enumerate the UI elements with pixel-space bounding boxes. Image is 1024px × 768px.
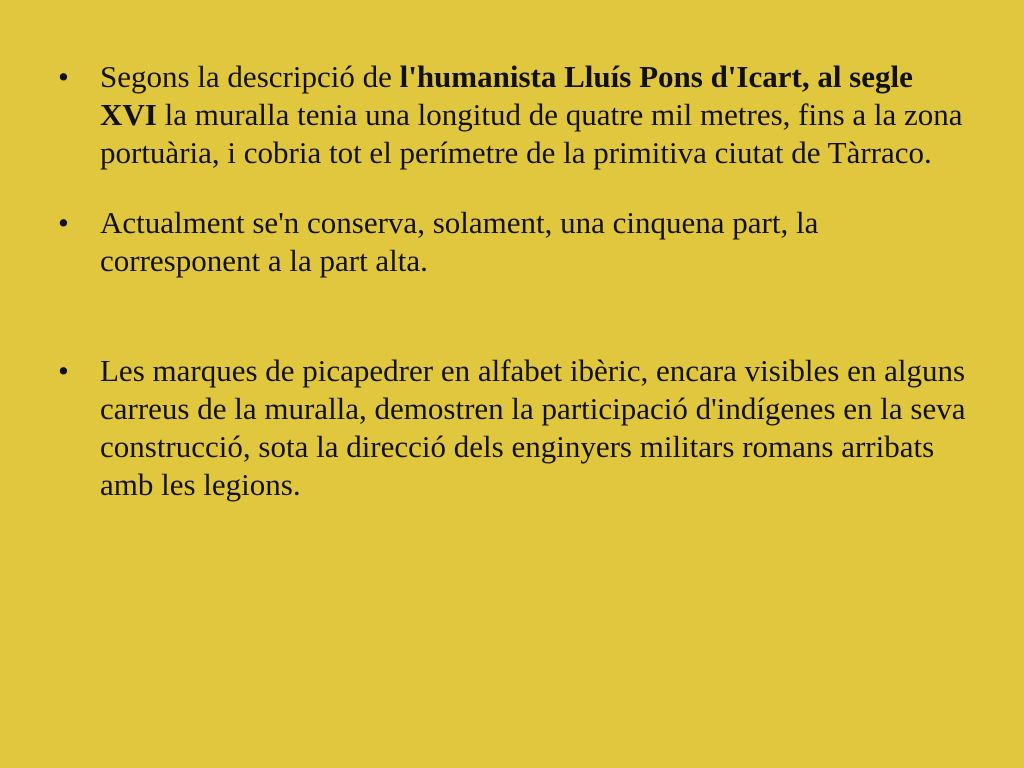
bullet-item-2 — [58, 204, 968, 280]
bullet-text-1 — [100, 58, 968, 172]
bullet-marker: • — [58, 59, 69, 94]
bullet-text-3: Les marques de picapedrer en alfabet ibèric, encara visibles en alguns carreus de la muralla, demostren la participació d'indígenes en la seva construcció, sota la direcció dels enginyers militars romans arribats amb les legions. — [100, 353, 966, 502]
bullet-marker: • — [58, 353, 69, 388]
bullet-text-2: Actualment se'n conserva, solament, una cinquena part, la corresponent a la part alta. — [100, 205, 819, 278]
bullet-list — [58, 58, 968, 504]
bullet-text-1-bold: l'humanista Lluís Pons d'Icart, al segle XVI — [100, 59, 913, 132]
bullet-text-1-before: Segons la descripció de — [100, 59, 400, 94]
bullet-text-1-after: la muralla tenia una longitud de quatre mil metres, fins a la zona portuària, i cobria tot el perímetre de la primitiva ciutat de Tàrraco. — [100, 97, 963, 170]
bullet-item-1 — [58, 58, 968, 172]
bullet-marker: • — [58, 205, 69, 240]
bullet-item-3 — [58, 352, 968, 504]
